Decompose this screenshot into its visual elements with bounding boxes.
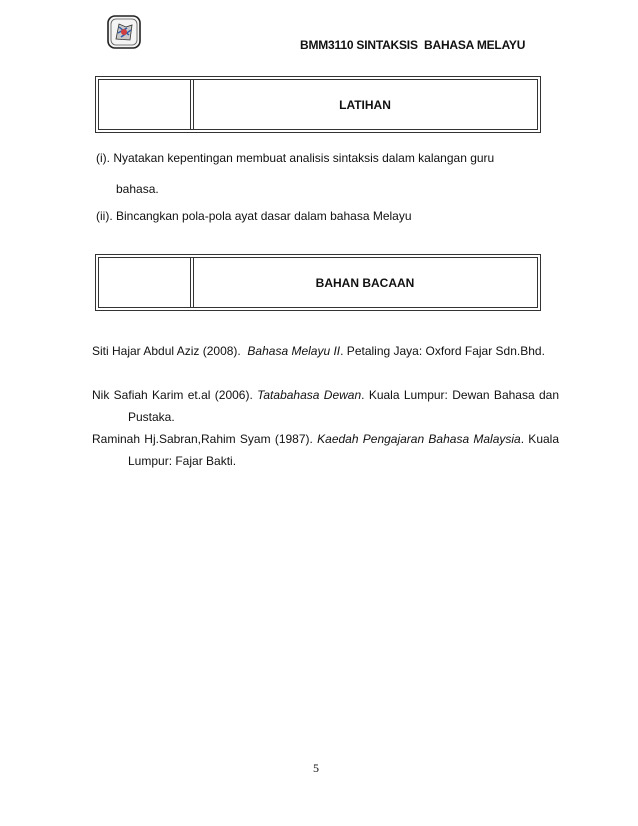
- reference-item: Raminah Hj.Sabran,Rahim Syam (1987). Kaedah Pengajaran Bahasa Malaysia. Kuala Lumpur: Fajar Bakti.: [92, 432, 560, 468]
- latihan-item-1: (i). Nyatakan kepentingan membuat analisis sintaksis dalam kalangan guru: [96, 151, 495, 165]
- header-title: BMM3110 SINTAKSIS BAHASA MELAYU: [300, 38, 526, 52]
- bahan-bacaan-heading-box: [95, 254, 541, 311]
- latihan-heading: LATIHAN: [339, 97, 391, 112]
- reference-item: Siti Hajar Abdul Aziz (2008). Bahasa Melayu II. Petaling Jaya: Oxford Fajar Sdn.Bhd.: [92, 344, 545, 358]
- latihan-item-2: (ii). Bincangkan pola-pola ayat dasar dalam bahasa Melayu: [96, 209, 412, 223]
- latihan-heading-box: [95, 76, 541, 133]
- latihan-item-1-continuation: bahasa.: [116, 182, 159, 196]
- bahan-bacaan-heading: BAHAN BACAAN: [315, 275, 415, 290]
- reference-item: Nik Safiah Karim et.al (2006). Tatabahasa Dewan. Kuala Lumpur: Dewan Bahasa dan Pustaka.: [92, 388, 560, 424]
- institute-crest-icon: [107, 15, 141, 49]
- page-number: 5: [313, 761, 319, 775]
